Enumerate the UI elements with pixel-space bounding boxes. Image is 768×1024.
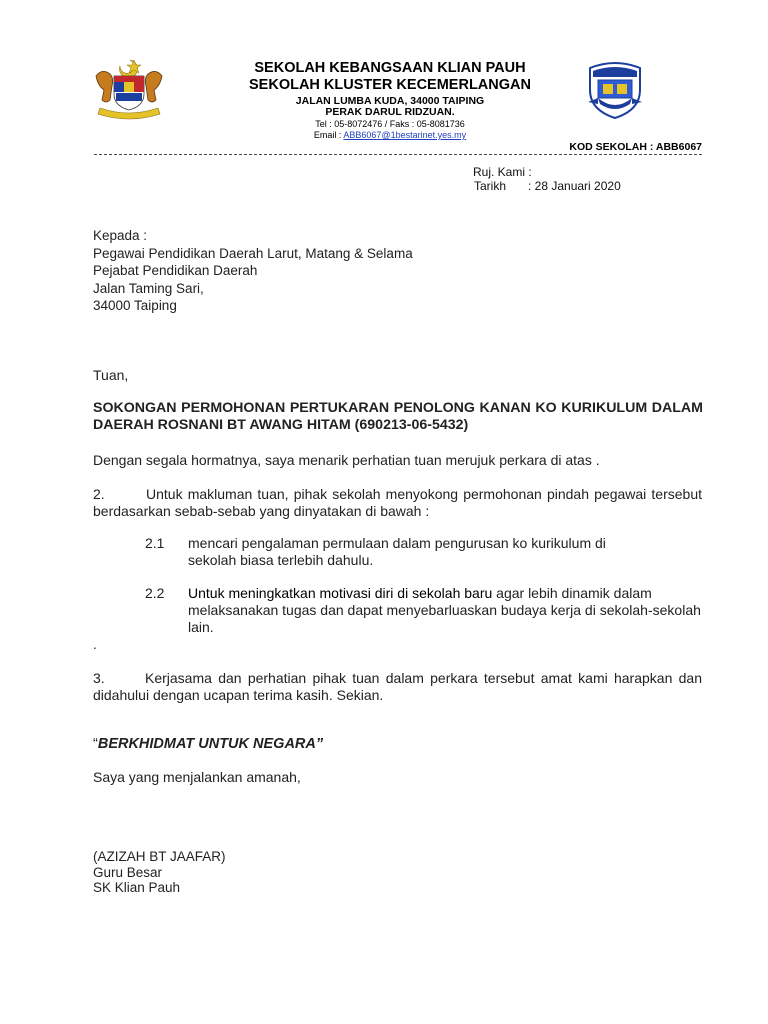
sub-point-highlight: Untuk meningkatkan motivasi diri di sekolah baru xyxy=(188,585,493,601)
letterhead-divider xyxy=(94,154,702,155)
sub-point-rest: agar lebih dinamik dalam melaksanakan tugas dan dapat menyebarluaskan budaya kerja di sekolah-sekolah lain. xyxy=(188,585,701,635)
paragraph-2-text: Untuk makluman tuan, pihak sekolah menyokong permohonan pindah pegawai tersebut berdasarkan sebab-sebab yang dinyatakan di bawah : xyxy=(93,486,702,519)
closing-phrase: Saya yang menjalankan amanah, xyxy=(93,769,301,785)
recipient-kepada: Kepada : xyxy=(93,228,148,243)
recipient-line: 34000 Taiping xyxy=(93,298,177,313)
motto-open-quote: “ xyxy=(93,736,98,752)
school-phone-fax: Tel : 05-8072476 / Faks : 05-8081736 xyxy=(315,119,465,129)
paragraph-2-number: 2. xyxy=(93,486,105,502)
signatory-school: SK Klian Pauh xyxy=(93,880,181,895)
sub-point-number: 2.2 xyxy=(145,585,165,601)
reference-number: Ruj. Kami : xyxy=(473,165,532,179)
school-crest-logo xyxy=(584,58,646,120)
recipient-line: Pegawai Pendidikan Daerah Larut, Matang & Selama xyxy=(93,245,413,261)
paragraph-3-text: Kerjasama dan perhatian pihak tuan dalam perkara tersebut amat kami harapkan dan didahului dengan ucapan terima kasih. Sekian. xyxy=(93,670,702,703)
signature-block xyxy=(93,849,226,896)
letter-date xyxy=(474,179,621,193)
email-label: Email : xyxy=(313,130,344,140)
sub-point-text xyxy=(188,585,703,636)
school-email-line xyxy=(190,130,590,140)
school-code: KOD SEKOLAH : ABB6067 xyxy=(569,141,702,153)
motto-text: BERKHIDMAT UNTUK NEGARA” xyxy=(97,736,324,752)
paragraph-3-number: 3. xyxy=(93,670,105,686)
school-name: SEKOLAH KEBANGSAAN KLIAN PAUH xyxy=(254,60,526,76)
salutation: Tuan, xyxy=(93,367,129,383)
motto xyxy=(93,736,323,754)
stray-period: . xyxy=(93,637,97,652)
signatory-name: (AZIZAH BT JAAFAR) xyxy=(93,849,226,864)
sub-point-number: 2.1 xyxy=(145,535,165,551)
paragraph-2 xyxy=(93,486,702,519)
school-address-line2: PERAK DARUL RIDZUAN. xyxy=(325,106,455,118)
paragraph-3 xyxy=(93,670,702,703)
signatory-title: Guru Besar xyxy=(93,864,163,880)
recipient-line: Pejabat Pendidikan Daerah xyxy=(93,263,258,278)
paragraph-1: Dengan segala hormatnya, saya menarik perhatian tuan merujuk perkara di atas . xyxy=(93,452,600,468)
letter-subject: SOKONGAN PERMOHONAN PERTUKARAN PENOLONG KANAN KO KURIKULUM DALAM DAERAH ROSNANI BT AWANG HITAM (690213-06-5432) xyxy=(93,400,703,433)
coat-of-arms-logo xyxy=(90,56,168,122)
school-address-line1: JALAN LUMBA KUDA, 34000 TAIPING xyxy=(295,95,485,107)
date-value: : 28 Januari 2020 xyxy=(528,179,621,193)
school-cluster: SEKOLAH KLUSTER KECEMERLANGAN xyxy=(249,77,531,93)
sub-point-text: mencari pengalaman permulaan dalam pengurusan ko kurikulum di sekolah biasa terlebih dahulu. xyxy=(188,535,606,568)
recipient-block xyxy=(93,227,413,315)
email-link[interactable]: ABB6067@1bestarinet.yes.my xyxy=(343,130,467,140)
date-label: Tarikh xyxy=(474,179,507,193)
recipient-line: Jalan Taming Sari, xyxy=(93,280,204,296)
